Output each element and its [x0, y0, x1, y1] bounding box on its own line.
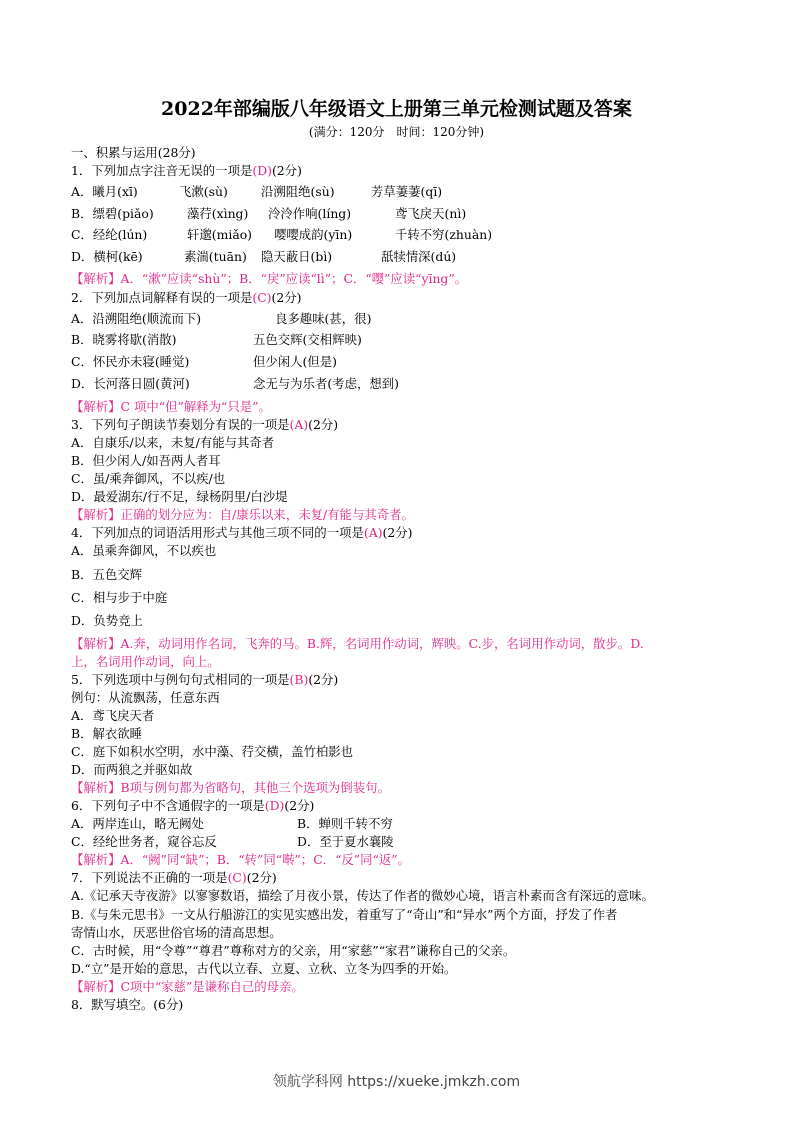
question-6-stem [71, 797, 314, 814]
question-text: 5．下列选项中与例句句式相同的一项是 [71, 672, 290, 687]
option-part: 芳草萋萋(qī) [371, 184, 443, 199]
option-part: 沿溯阻绝(sù) [261, 184, 335, 199]
q1-analysis: 【解析】A．“漱”应读“shù”；B．“戾”应读“lì”；C．“嘤”应读“yīng”。 [71, 271, 468, 286]
question-text: 1．下列加点字注音无误的一项是 [71, 163, 253, 178]
q4-option-a: A．虽乘奔御风，不以疾也 [71, 543, 217, 558]
page-subtitle: (满分：120分 时间：120分钟) [308, 125, 485, 139]
answer-mark: (B) [289, 672, 309, 687]
points: (2分) [382, 525, 413, 540]
q7-option-b-line-1: B.《与朱元思书》一文从行船游江的实见实感出发，着重写了“奇山”和“异水”两个方面，抒发了作者 [71, 907, 618, 922]
option-part: A．曦月(xī) [71, 184, 138, 199]
option-part: 但少闲人(但是) [253, 354, 338, 369]
option-part: 舐犊情深(dú) [381, 249, 457, 264]
question-text: 2．下列加点词解释有误的一项是 [71, 290, 253, 305]
q4-option-d: D．负势竞上 [71, 613, 143, 628]
page-footer: 领航学科网 https://xueke.jmkzh.com [272, 1074, 521, 1090]
question-4-stem [71, 524, 412, 541]
points: (2分) [308, 417, 339, 432]
q7-option-b-line-2: 寄情山水，厌恶世俗官场的清高思想。 [71, 925, 282, 940]
option-part: C．怀民亦未寝(睡觉) [71, 354, 190, 369]
q7-analysis: 【解析】C项中“家慈”是谦称自己的母亲。 [71, 979, 304, 994]
option-part: A．两岸连山，略无阙处 [71, 816, 204, 831]
answer-mark: (C) [252, 290, 272, 305]
option-part: 鸢飞戾天(nì) [395, 206, 467, 221]
option-part: B．晓雾将歇(消散) [71, 332, 177, 347]
option-part: 良多趣味(甚，很) [275, 311, 372, 326]
question-text: 7．下列说法不正确的一项是 [71, 870, 228, 885]
q2-option-c [71, 353, 571, 370]
option-part: C．经纶世务者，窥谷忘反 [71, 834, 217, 849]
option-part: 素湍(tuān) [184, 249, 247, 264]
points: (2分) [246, 870, 277, 885]
question-2-stem [71, 289, 301, 306]
q2-option-b [71, 331, 571, 348]
q6-options-cd [71, 833, 571, 850]
option-part: 念无与为乐者(考虑，想到) [253, 376, 399, 391]
option-part: 千转不穷(zhuàn) [395, 227, 493, 242]
answer-mark: (D) [264, 798, 285, 813]
option-part: 轩邈(miǎo) [187, 227, 253, 242]
answer-mark: (A) [289, 417, 309, 432]
q5-analysis: 【解析】B项与例句都为省略句，其他三个选项为倒装句。 [71, 780, 390, 795]
option-part: B．缥碧(piǎo) [71, 206, 154, 221]
option-part: 飞漱(sù) [179, 184, 228, 199]
question-text: 6．下列句子中不含通假字的一项是 [71, 798, 265, 813]
question-5-stem [71, 671, 338, 688]
q2-option-d [71, 375, 571, 392]
answer-mark: (A) [363, 525, 383, 540]
option-part: A．沿溯阻绝(顺流而下) [71, 311, 202, 326]
points: (2分) [271, 163, 302, 178]
question-text: 3．下列句子朗读节奏划分有误的一项是 [71, 417, 290, 432]
answer-mark: (C) [227, 870, 247, 885]
q3-option-a: A．自康乐/以来，未复/有能与其奇者 [71, 435, 275, 450]
option-part: 五色交辉(交相辉映) [253, 332, 362, 347]
page-title: 2022年部编版八年级语文上册第三单元检测试题及答案 [161, 98, 632, 120]
question-8-stem: 8．默写填空。(6分) [71, 997, 184, 1012]
question-7-stem [71, 869, 277, 886]
q3-analysis: 【解析】正确的划分应为：自/康乐以来，未复/有能与其奇者。 [71, 507, 414, 522]
q5-option-a: A．鸢飞戾天者 [71, 708, 155, 723]
option-part: 泠泠作响(líng) [268, 206, 352, 221]
option-part: D．至于夏水襄陵 [297, 834, 394, 849]
points: (2分) [308, 672, 339, 687]
q3-option-c: C．虽/乘奔御风，不以疾/也 [71, 471, 226, 486]
q2-option-a [71, 310, 571, 327]
q3-option-b: B．但少闲人/如吾两人者耳 [71, 453, 221, 468]
points: (2分) [284, 798, 315, 813]
answer-mark: (D) [252, 163, 272, 178]
q7-option-d: D.“立”是开始的意思，古代以立春、立夏、立秋、立冬为四季的开始。 [71, 961, 457, 976]
question-1-stem [71, 162, 302, 179]
option-part: D．长河落日圆(黄河) [71, 376, 190, 391]
q1-option-c [71, 226, 731, 243]
option-part: B．蝉则千转不穷 [297, 816, 393, 831]
q1-option-a [71, 183, 731, 200]
q5-option-b: B．解衣欲睡 [71, 726, 143, 741]
q4-option-c: C．相与步于中庭 [71, 590, 168, 605]
q7-option-c: C．古时候，用“令尊”“尊君”尊称对方的父亲，用“家慈”“家君”谦称自己的父亲。 [71, 943, 516, 958]
question-text: 4．下列加点的词语活用形式与其他三项不同的一项是 [71, 525, 364, 540]
q5-option-c: C．庭下如积水空明，水中藻、荇交横，盖竹柏影也 [71, 744, 354, 759]
q3-option-d: D．最爱湖东/行不足，绿杨阴里/白沙堤 [71, 489, 288, 504]
option-part: 藻荇(xìng) [187, 206, 249, 221]
q2-analysis: 【解析】C 项中“但”解释为“只是”。 [71, 399, 271, 414]
option-part: D．横柯(kē) [71, 249, 143, 264]
q4-analysis-line-1: 【解析】A.奔，动词用作名词，飞奔的马。B.辉，名词用作动词，辉映。C.步，名词用作动词，散步。D. [71, 636, 644, 651]
q6-options-ab [71, 815, 571, 832]
q5-option-d: D．而两狼之并驱如故 [71, 762, 193, 777]
q4-option-b: B．五色交辉 [71, 567, 143, 582]
q7-option-a: A.《记承天寺夜游》以寥寥数语，描绘了月夜小景，传达了作者的微妙心境，语言朴素而含有深远的意味。 [71, 888, 654, 903]
q4-analysis-line-2: 上，名词用作动词，向上。 [71, 654, 220, 669]
option-part: C．经纶(lún) [71, 227, 148, 242]
points: (2分) [271, 290, 302, 305]
q1-option-d [71, 248, 731, 265]
question-3-stem [71, 416, 338, 433]
section-heading: 一、积累与运用(28分) [71, 145, 196, 160]
q1-option-b [71, 205, 731, 222]
q5-example: 例句：从流飘荡，任意东西 [71, 690, 220, 705]
option-part: 隐天蔽日(bì) [261, 249, 333, 264]
q6-analysis: 【解析】A．“阙”同“缺”；B．“转”同“啭”；C．“反”同“返”。 [71, 852, 410, 867]
option-part: 嘤嘤成韵(yīn) [274, 227, 353, 242]
